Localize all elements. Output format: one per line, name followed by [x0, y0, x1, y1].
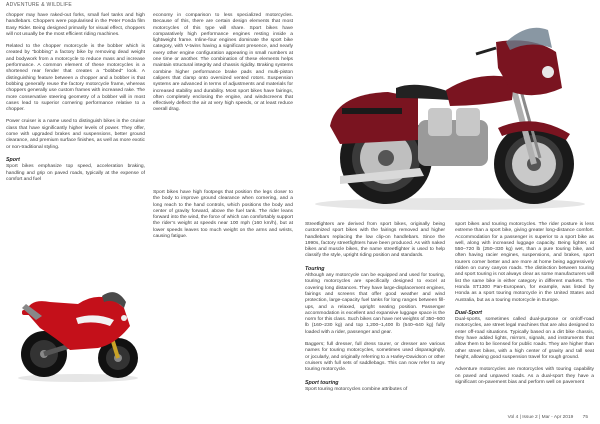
paragraph: chopper may have raked-out forks, small fuel tanks and high handlebars. Choppers were popularised in the Peter Fonda film Easy Rider. Being designed primarily for visual effect, choppers will not usually be the most efficient riding machines.: [6, 13, 145, 37]
text-column-1: [6, 13, 145, 189]
subheading-sport: Sport: [6, 156, 20, 163]
paragraph: sport bikes and touring motorcycles. The rider posture is less extreme than a sport bike, giving greater long-distance comfort. Accommodation for a passenger is superior to a sport bike as well, along with increased luggage capacity. Being lighter, at 550–720 lb (250–330 kg) wet, than a pure touring bike, and often having racier engines, suspensions, and brakes, sport tourers corner better and are more at home being aggressively ridden on curvy canyon roads. The distinction between touring and sport touring is not always clear as some manufacturers will list the same bike in either category in different markets. The Honda ST1300 Pan-European, for example, was listed by Honda as a sport touring motorcycle in the United States and Australia, but as a touring motorcycle in Europe.: [455, 222, 594, 303]
paragraph: Sport touring motorcycles combine attributes of: [305, 386, 408, 392]
paragraph: Sport bikes emphasize top speed, acceleration braking, handling and grip on paved roads, typically at the expense of comfort and fuel: [6, 164, 145, 182]
text-column-2: [153, 13, 293, 120]
paragraph: Related to the chopper motorcycle is the bobber which is created by “bobbing” a factory bike by removing dead weight and bodywork from a motorcycle to reduce mass and increase performance. A common element of these motorcycles is a shortened rear fender that creates a “bobbed” look. A distinguishing feature between a chopper and a bobber is that bobbing generally reuse the factory motorcycle frame, whereas choppers generally use custom frames with increased rake. The more conservative steering geometry of a bobber will in most cases lead to superior cornering performance relative to a chopper.: [6, 44, 145, 113]
subheading-touring: Touring: [305, 265, 325, 272]
cruiser-motorcycle-image: [300, 8, 596, 216]
page-footer: [508, 415, 588, 420]
sport-motorcycle-image: [6, 268, 148, 384]
text-column-4: [455, 222, 594, 392]
section-header: ADVENTURE & WILDLIFE: [6, 2, 73, 8]
text-column-3: [305, 222, 445, 399]
subheading-sport-touring: Sport touring: [305, 379, 339, 386]
text-column-2-lower: [153, 190, 293, 246]
issue-info: Vol 4 | Issue 2 | Mar - Apr 2019: [507, 415, 574, 420]
paragraph: Streetfighters are derived from sport bikes, originally being customized sport bikes with the fairings removed and higher handlebars replacing the low clip-on handlebars. Since the 1990s, factory streetfighters have been produced. As with naked bikes and muscle bikes, the name streetfighter is used to help classify the style, upright riding position and standards.: [305, 222, 445, 259]
subheading-dual-sport: Dual-Sport: [455, 309, 483, 316]
paragraph: Adventure motorcycles are motorcycles with touring capability on paved and unpaved roads. As a dual-sport they have a significant on-pavement bias and perform well on pavement: [455, 367, 594, 385]
paragraph: Dual-sports, sometimes called dual-purpose or on/off-road motorcycles, are street legal machines that are also designed to enter off-road situations. Typically based on a dirt bike chassis, they have added lights, mirrors, signals, and instruments that allow them to be licensed for public roads. They are higher than other street bikes, with a high center of gravity and tall seat height, allowing good suspension travel for rough ground.: [455, 317, 594, 360]
paragraph: Baggers; full dresser, full dress tourer, or dresser are various names for touring motorcycles, sometimes used disparagingly, or jocularly, and originally referring to a Harley-Davidson or other cruisers with full sets of saddlebags. This can now refer to any touring motorcycle.: [305, 342, 445, 373]
paragraph: Sport bikes have high footpegs that position the legs closer to the body to improve ground clearance when cornering, and a long reach to the hand controls, which positions the body and center of gravity forward, above the fuel tank. The rider leans forward into the wind, the force of which can comfortably support the rider’s weight at speeds near 100 mph (160 km/h), but at lower speeds leaves too much weight on the arms and wrists, causing fatigue.: [153, 190, 293, 240]
paragraph: Although any motorcycle can be equipped and used for touring, touring motorcycles are specifically designed to excel at covering long distances. They have large-displacement engines, fairings and screens that offer good weather and wind protection, large-capacity fuel tanks for long ranges between fill-ups, and a relaxed, upright seating position. Passenger accommodation is excellent and expansive luggage space is the norm for this class. Such bikes can have net weights of 350–500 lb (160–230 kg) and top 1,200–1,400 lb (540–640 kg) fully loaded with a rider, passenger and gear.: [305, 273, 445, 335]
page-number: 75: [582, 415, 588, 420]
paragraph: Power cruiser is a name used to distinguish bikes in the cruiser class that have significantly higher levels of power. They offer, come with upgraded brakes and suspensions, better ground clearance, and premium surface finishes, as well as more exotic or non-traditional styling.: [6, 119, 145, 150]
paragraph: economy in comparison to less specialized motorcycles. Because of this, there are certain design elements that most motorcycles of this type will share. Sport bikes have comparatively high performance engines resting inside a lightweight frame. Inline-four engines dominate the sport bike category, with V-twins having a significant presence, and nearly every other engine configuration appearing in small numbers at one time or another. The combination of these elements helps maintain structural integrity and chassis rigidity. Braking systems combine higher performance brake pads and multi-piston calipers that clamp onto oversized vented rotors. Suspension systems are advanced in terms of adjustments and materials for increased stability and durability. Most sport bikes have fairings, often completely enclosing the engine, and windscreens that effectively deflect the air at very high speeds, or at least reduce overall drag.: [153, 13, 293, 113]
